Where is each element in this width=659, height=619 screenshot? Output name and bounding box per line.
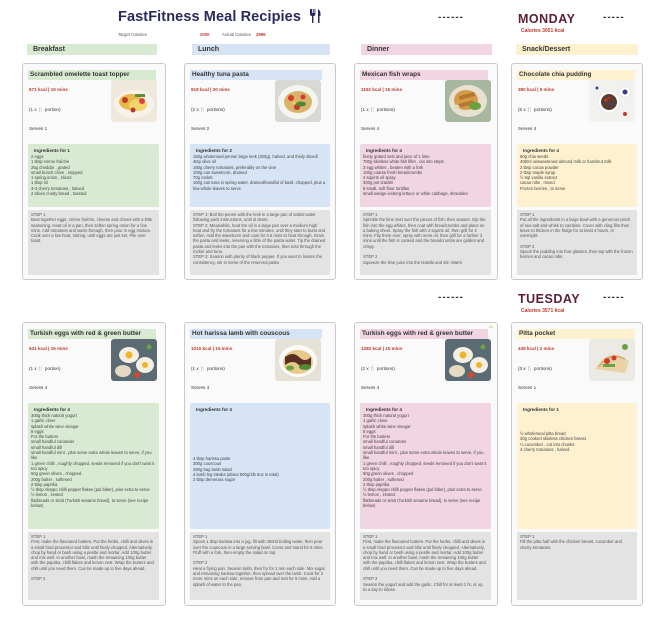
ingredients-box bbox=[360, 403, 491, 529]
recipe-card[interactable] bbox=[184, 63, 336, 280]
recipe-kcal: 641 kcal | 15 mins bbox=[29, 346, 68, 351]
recipe-title: Chocolate chia pudding bbox=[517, 70, 635, 80]
method-box bbox=[190, 532, 330, 600]
recipe-card[interactable] bbox=[511, 63, 643, 280]
recipe-title: Pitta pocket bbox=[517, 329, 635, 339]
recipe-photo bbox=[589, 80, 635, 122]
day-dashes-left: ------ bbox=[438, 292, 464, 303]
ingredients-box bbox=[517, 144, 637, 207]
recipe-photo bbox=[111, 339, 157, 381]
recipe-serves: Serves 4 bbox=[191, 385, 210, 390]
day-name: MONDAY bbox=[518, 12, 576, 26]
recipe-card[interactable] bbox=[511, 322, 643, 606]
ingredients-list: 2 eggs 1 tbsp crème fraîche 25g cheddar , grated small bunch chive , snipped 1 spring onion , sliced 1 tbsp oil 3-4 cherry tomatoes , halved 2 slices crusty bread , toasted bbox=[31, 154, 87, 197]
ingredients-label: Ingredients for 4 bbox=[366, 148, 402, 153]
recipe-photo bbox=[275, 80, 321, 122]
method-text: STEP 1 Spoon 1 tbsp harissa into a jug, fill with 400ml boiling water, then pour over the couscous in a large serving bowl. Cover and stand for 5 mins. Fluff with a fork, then empty the salad on top. STEP 2 Heat a frying pan. Season lamb, then fry for 1 min each side. Mix sugar and remaining harissa together, then spread over the lamb. Cook for 2 more mins on each side, remove from pan and rest for 5 mins. Add a splash of water to the pan, bbox=[193, 534, 325, 587]
method-text: STEP 1 Sprinkle the lime zest over the pieces of fish, then season. Dip the fish into the egg whites, then coat with breadcrumbs and place on a baking sheet. Spray the fish with 2 squirts oil, then grill for 2 mins. Flip them over, spray with more oil, then grill for a further 3 mins until the fish is cooked and the breadcrumbs are golden and crispy. STEP 2 Squeeze the lime juice into the tzatziki and stir. Warm bbox=[363, 212, 486, 265]
recipe-serves: Serves 2 bbox=[191, 126, 210, 131]
ingredients-list: finely grated zest and juice of 1 lime 700g skinless white fish fillet , cut into strips 3 egg whites , beaten with a fork 100g coarse fresh breadcrumbs 4 squirts oil spray 300g pot tzatziki 8 small, soft flour tortillas small wedge iceberg lettuce or white cabbage, shredded bbox=[363, 154, 468, 197]
recipe-kcal: 1010 kcal | 15 mins bbox=[191, 346, 233, 351]
recipe-card[interactable] bbox=[354, 63, 498, 280]
recipe-serves: Serves 1 bbox=[29, 126, 48, 131]
recipe-photo bbox=[111, 80, 157, 122]
ingredients-label: Ingredients for 1 bbox=[523, 407, 559, 412]
recipe-photo bbox=[275, 339, 321, 381]
recipe-kcal: 390 kcal | 5 mins bbox=[518, 87, 555, 92]
recipe-title: Turkish eggs with red & green butter bbox=[360, 329, 488, 339]
ingredients-label: Ingredients for 4 bbox=[366, 407, 402, 412]
recipe-kcal: 571 kcal | 10 mins bbox=[29, 87, 68, 92]
ingredients-label: Ingredients for 1 bbox=[34, 148, 70, 153]
day-calories: Calories 3051 kcal bbox=[521, 28, 565, 34]
recipe-kcal: 918 kcal | 20 mins bbox=[191, 87, 230, 92]
recipe-portions: (2 x 🍴 portions) bbox=[361, 366, 395, 371]
recipe-portions: (1 x 🍴 portion) bbox=[29, 107, 61, 112]
method-text: STEP 1 Put all the ingredients in a large bowl with a generous pinch of sea salt and whisk to combine. Cover with cling film then leave to thicken in the fridge for at least 4 hours, or overnight. STEP 2 Spoon the pudding into four glasses, then top with the frozen berries and cacao nibs. bbox=[520, 212, 633, 260]
recipe-portions: (1 x 🍴 portions) bbox=[361, 107, 395, 112]
recipe-title: Turkish eggs with red & green butter bbox=[28, 329, 156, 339]
ingredients-list: 4 tbsp harissa paste 300g couscous 250g bag lamb salad 4 lamb leg steaks (about 600g/1lb 5oz in total) 2 tbsp demerara sugar bbox=[193, 456, 279, 483]
method-text: STEP 1 Beat together eggs, crème fraîche, cheese and chives with a little seasoning. Heat oil in a pan, then soften spring onion for a few mins. Add tomatoes and warm through, then pour in egg mixture. Cook over a low heat, stirring, until eggs are just set. Pile over toast. bbox=[31, 212, 153, 244]
ingredients-box bbox=[517, 403, 637, 529]
target-calories-value: 2000 bbox=[200, 32, 210, 37]
ingredients-list: ½ wholemeal pitta bread 30g cooked skinless chicken breast ¼ cucumber , cut into chunks 4 cherry tomatoes , halved bbox=[520, 431, 586, 452]
ingredients-list: 60g chia seeds 400ml unsweetened almond milk or hazelnut milk 3 tbsp cocoa powder 2 tbsp maple syrup ½ tsp vanilla extract cacao nibs , mixed Frozen berries , to serve bbox=[520, 154, 612, 191]
portion-badge: 2x bbox=[489, 325, 493, 329]
method-text: STEP 1 First, make the flavoured butters. Put the herbs, chilli and olives in a small food processor and blitz until finely chopped. Alternatively, chop by hand or bash using a pestle and mortar. Add 100g butter and mix well. In another bowl, mash the remaining 100g butter with the paprika, chilli flakes and lemon zest. Wrap the butters and chill until you need them. Can be made up to five days ahead. STEP 2 bbox=[31, 534, 154, 582]
recipe-card[interactable] bbox=[184, 322, 336, 606]
method-text: STEP 1: Boil the penne with the leek in a large pan of salted water following pack instructions, until al dente. STEP 2: Meanwhile, heat the oil in a large pan over a medium-high heat and fry the tomatoes for a few minutes, until they start to burst and soften. Add the sweetcorn and cook for 0.5 mins to heat through. Drain the pasta and leeks, reserving a little of the pasta water. Tip the drained pasta and leeks into the pan with the tomatoes, then toss through the rocket and tuna. STEP 3: Season with plenty of black pepper. If you want to loosen the consistency, stir in some of the reserved pasta bbox=[193, 212, 326, 265]
method-box bbox=[517, 532, 637, 600]
recipe-kcal: 438 kcal | 2 mins bbox=[518, 346, 555, 351]
recipe-photo bbox=[445, 80, 491, 122]
recipe-kcal: 1152 kcal | 15 mins bbox=[361, 87, 403, 92]
recipe-serves: Serves 4 bbox=[361, 126, 380, 131]
recipe-card[interactable] bbox=[22, 63, 166, 280]
method-box bbox=[190, 210, 330, 275]
recipe-title: Mexican fish wraps bbox=[360, 70, 488, 80]
recipe-portions: (5 x 🍴 portions) bbox=[518, 107, 552, 112]
method-box bbox=[28, 532, 159, 600]
ingredients-list: 150g wholemeal penne/ large leek (300g), halved, and thinly sliced/ 4tsp olive oil 160g cherry tomatoes, preferably on the vine 100g can sweetcorn, drained 70g rocket 160g can tuna in spring water, drained/handful of basil, chopped, plus a few whole leaves to serve bbox=[193, 154, 326, 191]
ingredients-list: 300g thick natural yogurt 1 garlic clove splash white wine vinegar 8 eggs For the butters small handful coriander small handful dill small handful mint , plus some extra whole leaves to serve, if you like 1 green chilli , roughly chopped, seeds removed if you don't want it too spicy 50g green olives , chopped 200g butter , softened 2 tbsp paprika ½ tbsp Aleppo chilli pepper flakes (pul biber), plus extra to serve ½ lemon , zested flatbreads or simit (Turkish sesame bread), to serve (see recipe below) bbox=[31, 413, 155, 509]
method-box bbox=[28, 210, 159, 275]
ingredients-box bbox=[190, 144, 330, 207]
recipe-card[interactable] bbox=[354, 322, 498, 606]
ingredients-box bbox=[190, 403, 330, 529]
day-dashes-right: ----- bbox=[603, 12, 625, 23]
page-title bbox=[118, 9, 321, 27]
target-calories-label: Target Calories bbox=[118, 32, 147, 37]
day-dashes-right: ----- bbox=[603, 292, 625, 303]
day-dashes-left: ------ bbox=[438, 12, 464, 23]
day-name: TUESDAY bbox=[518, 292, 581, 306]
cutlery-icon bbox=[309, 9, 321, 27]
recipe-portions: (1 x 🍴 portions) bbox=[191, 366, 225, 371]
recipe-serves: Serves 4 bbox=[29, 385, 48, 390]
ingredients-label: Ingredients for 2 bbox=[196, 148, 232, 153]
actual-calories-label: Actual Calories bbox=[222, 32, 251, 37]
title-text: FastFitness Meal Recipies bbox=[118, 9, 302, 25]
ingredients-label: Ingredients for 4 bbox=[523, 148, 559, 153]
method-text: STEP 1 Fill the pitta half with the chicken breast, cucumber and cherry tomatoes. bbox=[520, 534, 622, 550]
category-snack: Snack/Dessert bbox=[516, 44, 638, 55]
recipe-portions: (2 x 🍴 portions) bbox=[191, 107, 225, 112]
category-dinner: Dinner bbox=[361, 44, 492, 55]
ingredients-label: Ingredients for 4 bbox=[196, 407, 232, 412]
method-box bbox=[360, 210, 491, 275]
recipe-card[interactable] bbox=[22, 322, 166, 606]
day-calories: Calories 3571 kcal bbox=[521, 308, 565, 314]
ingredients-box bbox=[360, 144, 491, 207]
recipe-title: Healthy tuna pasta bbox=[190, 70, 322, 80]
recipe-portions: (1 x 🍴 portion) bbox=[29, 366, 61, 371]
method-box bbox=[360, 532, 491, 600]
recipe-serves: Serves 4 bbox=[361, 385, 380, 390]
recipe-photo bbox=[445, 339, 491, 381]
recipe-title: Scrambled omelette toast topper bbox=[28, 70, 156, 80]
ingredients-box bbox=[28, 144, 159, 207]
recipe-title: Hot harissa lamb with couscous bbox=[190, 329, 322, 339]
category-lunch: Lunch bbox=[192, 44, 330, 55]
ingredients-label: Ingredients for 4 bbox=[34, 407, 70, 412]
method-text: STEP 1 First, make the flavoured butters. Put the herbs, chilli and olives in a small food processor and blitz until finely chopped. Alternatively, chop by hand or bash using a pestle and mortar. Add 100g butter and mix well. In another bowl, mash the remaining 100g butter with the paprika, chilli flakes and lemon zest. Wrap the butters and chill until you need them. Can be made up to five days ahead. STEP 2 Season the yogurt and add the garlic. Chill for at least 1 hr, or up to a day to infuse. bbox=[363, 534, 486, 592]
recipe-portions: (3 x 🍴 portions) bbox=[518, 366, 552, 371]
category-breakfast: Breakfast bbox=[27, 44, 157, 55]
recipe-photo bbox=[589, 339, 635, 381]
ingredients-list: 300g thick natural yogurt 1 garlic clove splash white wine vinegar 8 eggs For the butters small handful coriander small handful dill small handful mint , plus some extra whole leaves to serve, if you like 1 green chilli , roughly chopped, seeds removed if you don't want it too spicy 50g green olives , chopped 200g butter , softened 2 tbsp paprika ½ tbsp Aleppo chilli pepper flakes (pul biber), plus extra to serve ½ lemon , zested flatbreads or simit (Turkish sesame bread), to serve (see recipe below) bbox=[363, 413, 487, 509]
method-box bbox=[517, 210, 637, 275]
recipe-serves: Serves 1 bbox=[518, 385, 537, 390]
actual-calories-value: 2999 bbox=[256, 32, 266, 37]
ingredients-box bbox=[28, 403, 159, 529]
recipe-serves: Serves 4 bbox=[518, 126, 537, 131]
recipe-kcal: 1282 kcal | 15 mins bbox=[361, 346, 403, 351]
